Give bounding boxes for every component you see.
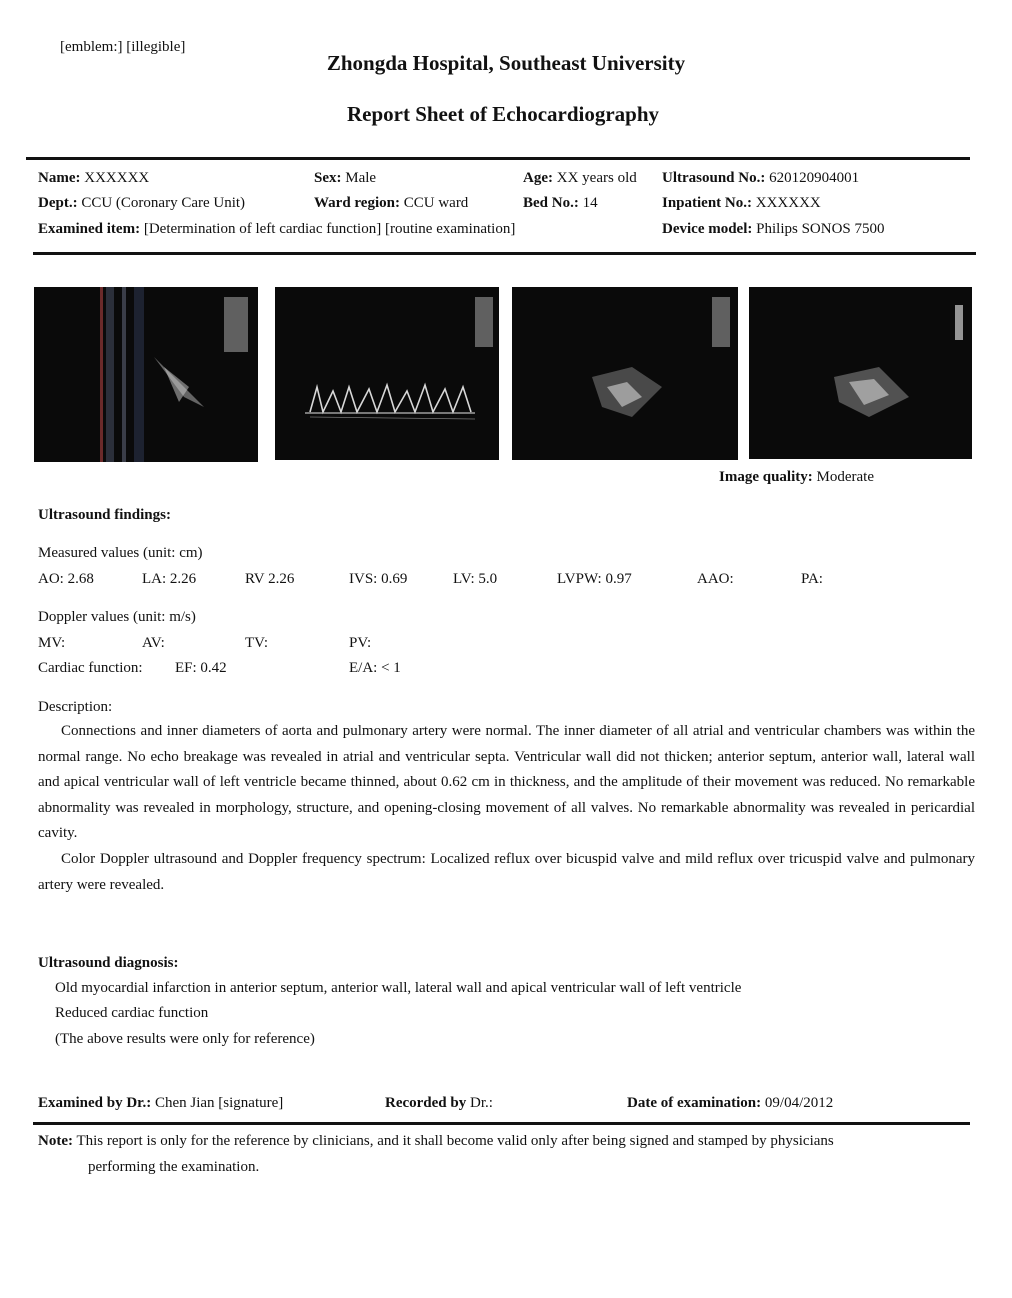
echo-image-3 bbox=[512, 287, 738, 460]
echo-image-1 bbox=[34, 287, 258, 462]
exam-date: Date of examination: 09/04/2012 bbox=[627, 1095, 834, 1111]
cardiac-function-label: Cardiac function: bbox=[38, 660, 143, 676]
ef-value: EF: 0.42 bbox=[175, 660, 227, 676]
recorded-by: Recorded by Dr.: bbox=[385, 1095, 493, 1111]
sex-field: Sex: Male bbox=[314, 170, 377, 186]
findings-heading: Ultrasound findings: bbox=[38, 507, 171, 523]
age-field: Age: XX years old bbox=[523, 170, 637, 186]
note-line-2: performing the examination. bbox=[88, 1159, 260, 1175]
dept-field: Dept.: CCU (Coronary Care Unit) bbox=[38, 195, 246, 211]
ultrasound-no-field: Ultrasound No.: 620120904001 bbox=[662, 170, 860, 186]
report-title: Report Sheet of Echocardiography bbox=[346, 102, 660, 126]
measured-item: IVS: 0.69 bbox=[349, 571, 408, 587]
examined-by: Examined by Dr.: Chen Jian [signature] bbox=[38, 1095, 284, 1111]
doppler-item: MV: bbox=[38, 635, 66, 651]
echo-image-4 bbox=[749, 287, 972, 459]
description-label: Description: bbox=[38, 699, 113, 715]
device-field: Device model: Philips SONOS 7500 bbox=[662, 221, 885, 237]
measured-item: AAO: bbox=[697, 571, 734, 587]
doppler-item: AV: bbox=[142, 635, 165, 651]
inpatient-field: Inpatient No.: XXXXXX bbox=[662, 195, 821, 211]
bed-field: Bed No.: 14 bbox=[523, 195, 598, 211]
doppler-item: PV: bbox=[349, 635, 372, 651]
exam-item-field: Examined item: [Determination of left cardiac function] [routine examination] bbox=[38, 221, 516, 237]
footer-rule bbox=[33, 1122, 970, 1125]
description-body bbox=[38, 719, 975, 898]
diagnosis-line: Old myocardial infarction in anterior septum, anterior wall, lateral wall and apical ventricular wall of left ventricle bbox=[55, 980, 742, 996]
ea-value: E/A: < 1 bbox=[349, 660, 401, 676]
measured-item: AO: 2.68 bbox=[38, 571, 94, 587]
doppler-item: TV: bbox=[245, 635, 269, 651]
hospital-name: Zhongda Hospital, Southeast University bbox=[326, 51, 686, 75]
diagnosis-heading: Ultrasound diagnosis: bbox=[38, 955, 179, 971]
name-field: Name: XXXXXX bbox=[38, 170, 150, 186]
measured-item: LV: 5.0 bbox=[453, 571, 498, 587]
description-paragraph: Color Doppler ultrasound and Doppler frequency spectrum: Localized reflux over bicuspid valve and mild reflux over tricuspid valve and pulmonary artery were revealed. bbox=[38, 850, 975, 893]
echo-image-2-doppler bbox=[275, 287, 499, 460]
measured-heading: Measured values (unit: cm) bbox=[38, 545, 203, 561]
image-quality: Image quality: Moderate bbox=[719, 469, 874, 485]
measured-item: LA: 2.26 bbox=[142, 571, 197, 587]
diagnosis-line: Reduced cardiac function bbox=[55, 1005, 209, 1021]
doppler-heading: Doppler values (unit: m/s) bbox=[38, 609, 196, 625]
header-rule-bottom bbox=[33, 252, 976, 255]
description-paragraph: Connections and inner diameters of aorta and pulmonary artery were normal. The inner diameter of all atrial and ventricular chambers was within the normal range. No echo breakage was revealed in atrial and ventricular septa. Ventricular wall did not thicken; anterior septum, anterior wall, lateral wall and apical ventricular wall of left ventricle became thinned, about 0.62 cm in thickness, and the amplitude of their movement was reduced. No remarkable abnormality was revealed in morphology, structure, and opening-closing movement of all valves. No remarkable abnormality was revealed in pericardial cavity. bbox=[38, 723, 975, 842]
note-line-1: Note: This report is only for the reference by clinicians, and it shall become valid only after being signed and stamped by physicians bbox=[38, 1133, 834, 1149]
header-rule-top bbox=[26, 157, 970, 160]
measured-item: LVPW: 0.97 bbox=[557, 571, 632, 587]
measured-item: PA: bbox=[801, 571, 823, 587]
emblem-note: [emblem:] [illegible] bbox=[60, 39, 186, 55]
ward-field: Ward region: CCU ward bbox=[314, 195, 469, 211]
measured-item: RV 2.26 bbox=[245, 571, 295, 587]
diagnosis-line: (The above results were only for reference) bbox=[55, 1031, 315, 1047]
